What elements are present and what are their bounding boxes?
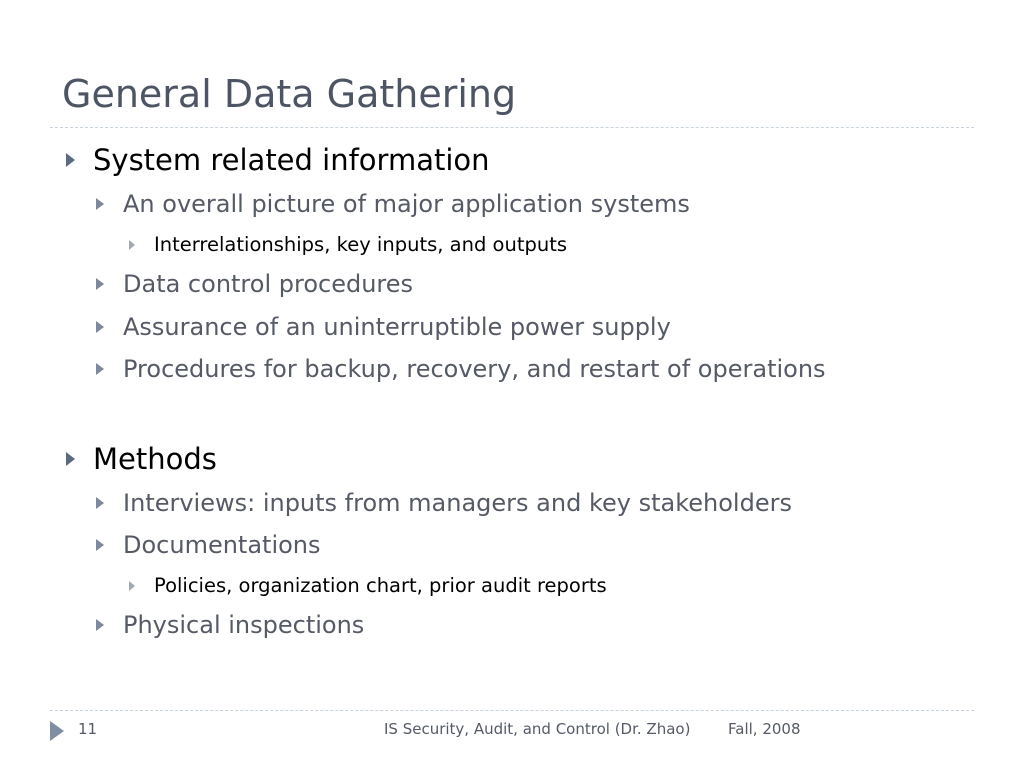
bullet-methods — [66, 442, 217, 476]
sub-bullet-text: Data control procedures — [123, 270, 414, 298]
sub-sub-bullet-text: Interrelationships, key inputs, and outputs — [154, 233, 568, 256]
footer-divider — [50, 710, 974, 711]
slide-title: General Data Gathering — [62, 72, 517, 116]
sub-bullet-documentations — [96, 531, 321, 559]
sub-sub-bullet-interrelationships — [129, 233, 567, 256]
bullet-arrow-icon — [129, 581, 135, 591]
bullet-system-related-information — [66, 143, 490, 177]
sub-bullet-interviews — [96, 489, 792, 517]
bullet-arrow-icon — [96, 363, 104, 375]
bullet-arrow-icon — [96, 619, 104, 631]
sub-sub-bullet-text: Policies, organization chart, prior audit reports — [154, 574, 607, 597]
sub-bullet-text: An overall picture of major application systems — [123, 190, 690, 218]
sub-bullet-power-supply — [96, 313, 671, 341]
bullet-arrow-icon — [96, 198, 104, 210]
sub-bullet-text: Physical inspections — [123, 611, 365, 639]
sub-bullet-text: Procedures for backup, recovery, and restart of operations — [123, 355, 826, 383]
bullet-arrow-icon — [129, 240, 135, 250]
sub-bullet-overall-picture — [96, 190, 690, 218]
bullet-arrow-icon — [66, 452, 75, 466]
footer-triangle-icon — [50, 721, 64, 741]
bullet-arrow-icon — [96, 278, 104, 290]
sub-sub-bullet-policies — [129, 574, 607, 597]
bullet-arrow-icon — [66, 153, 75, 167]
sub-bullet-text: Interviews: inputs from managers and key stakeholders — [123, 489, 792, 517]
bullet-heading: System related information — [93, 143, 490, 177]
page-number: 11 — [78, 720, 98, 738]
footer-course-title: IS Security, Audit, and Control (Dr. Zhao) — [384, 720, 691, 738]
bullet-arrow-icon — [96, 497, 104, 509]
sub-bullet-data-control — [96, 270, 413, 298]
sub-bullet-backup-recovery — [96, 355, 826, 383]
sub-bullet-physical-inspections — [96, 611, 364, 639]
sub-bullet-text: Assurance of an uninterruptible power supply — [123, 313, 671, 341]
bullet-arrow-icon — [96, 321, 104, 333]
bullet-arrow-icon — [96, 539, 104, 551]
footer-date: Fall, 2008 — [728, 720, 801, 738]
sub-bullet-text: Documentations — [123, 531, 321, 559]
bullet-heading: Methods — [93, 442, 217, 476]
